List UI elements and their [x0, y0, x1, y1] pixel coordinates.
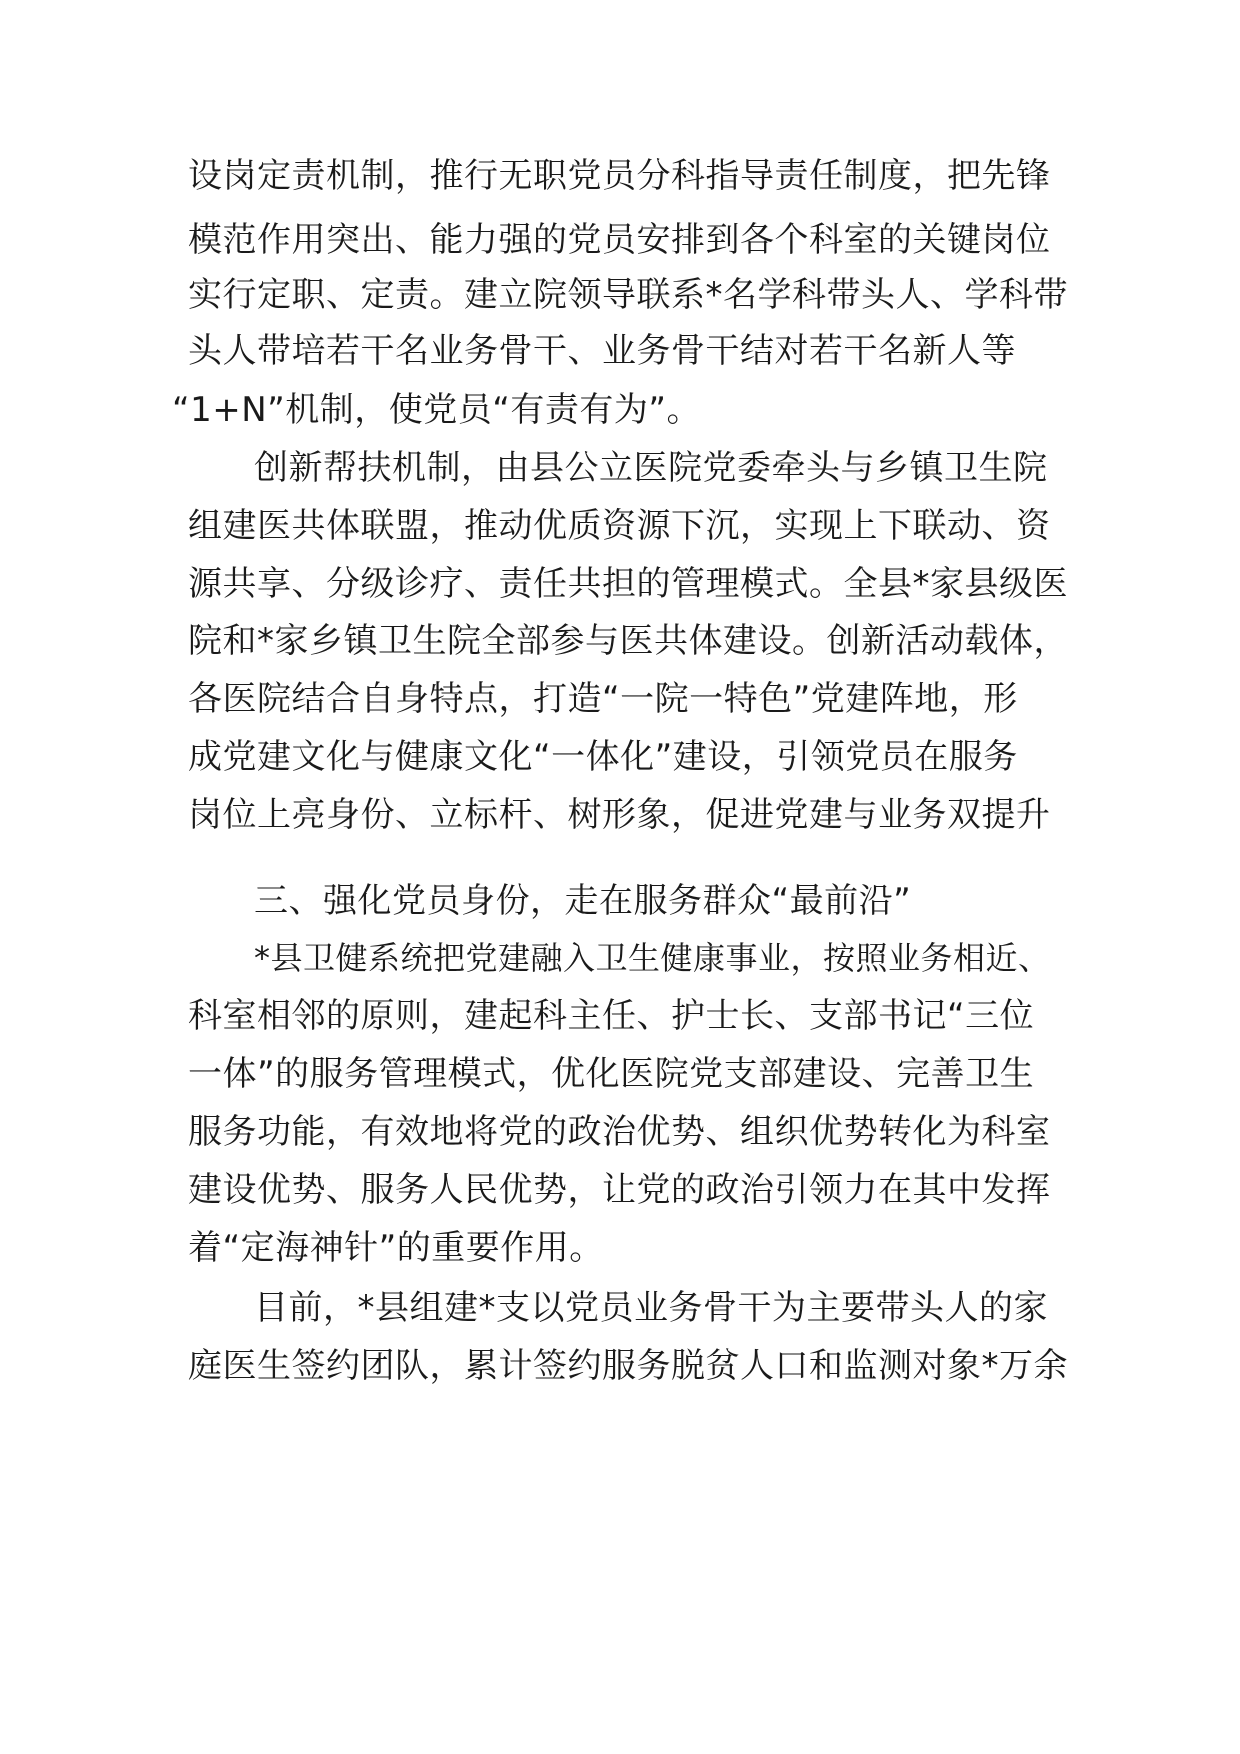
- paragraph-1-line-1: 设岗定责机制，推行无职党员分科指导责任制度，把先锋: [188, 156, 1051, 196]
- paragraph-1-line-3: 实行定职、定责。建立院领导联系*名学科带头人、学科带: [188, 275, 1068, 315]
- paragraph-3-line-4: 服务功能，有效地将党的政治优势、组织优势转化为科室: [188, 1112, 1051, 1152]
- paragraph-2-line-3: 源共享、分级诊疗、责任共担的管理模式。全县*家县级医: [188, 564, 1068, 604]
- paragraph-2-line-7: 岗位上亮身份、立标杆、树形象，促进党建与业务双提升: [188, 795, 1051, 835]
- paragraph-4-line-1: 目前，*县组建*支以党员业务骨干为主要带头人的家: [254, 1288, 1048, 1328]
- paragraph-2-line-4: 院和*家乡镇卫生院全部参与医共体建设。创新活动载体，: [188, 621, 1068, 661]
- paragraph-1-line-2: 模范作用突出、能力强的党员安排到各个科室的关键岗位: [188, 220, 1051, 260]
- paragraph-2-line-5: 各医院结合自身特点，打造“一院一特色”党建阵地，形: [188, 679, 1018, 719]
- section-heading: 三、强化党员身份，走在服务群众“最前沿”: [254, 881, 912, 921]
- paragraph-3-line-1: *县卫健系统把党建融入卫生健康事业，按照业务相近、: [254, 939, 1051, 977]
- paragraph-2-line-1: 创新帮扶机制，由县公立医院党委牵头与乡镇卫生院: [254, 448, 1048, 488]
- paragraph-3-line-6: 着“定海神针”的重要作用。: [188, 1228, 604, 1268]
- paragraph-1-line-5: “1+N”机制，使党员“有责有为”。: [172, 390, 702, 430]
- paragraph-3-line-3: 一体”的服务管理模式，优化医院党支部建设、完善卫生: [188, 1054, 1035, 1094]
- paragraph-3-line-2: 科室相邻的原则，建起科主任、护士长、支部书记“三位: [188, 996, 1035, 1036]
- paragraph-3-line-5: 建设优势、服务人民优势，让党的政治引领力在其中发挥: [188, 1170, 1051, 1210]
- paragraph-4-line-2: 庭医生签约团队，累计签约服务脱贫人口和监测对象*万余: [188, 1346, 1068, 1386]
- paragraph-2-line-2: 组建医共体联盟，推动优质资源下沉，实现上下联动、资: [188, 506, 1051, 546]
- paragraph-1-line-4: 头人带培若干名业务骨干、业务骨干结对若干名新人等: [188, 331, 1016, 371]
- paragraph-2-line-6: 成党建文化与健康文化“一体化”建设，引领党员在服务: [188, 737, 1018, 777]
